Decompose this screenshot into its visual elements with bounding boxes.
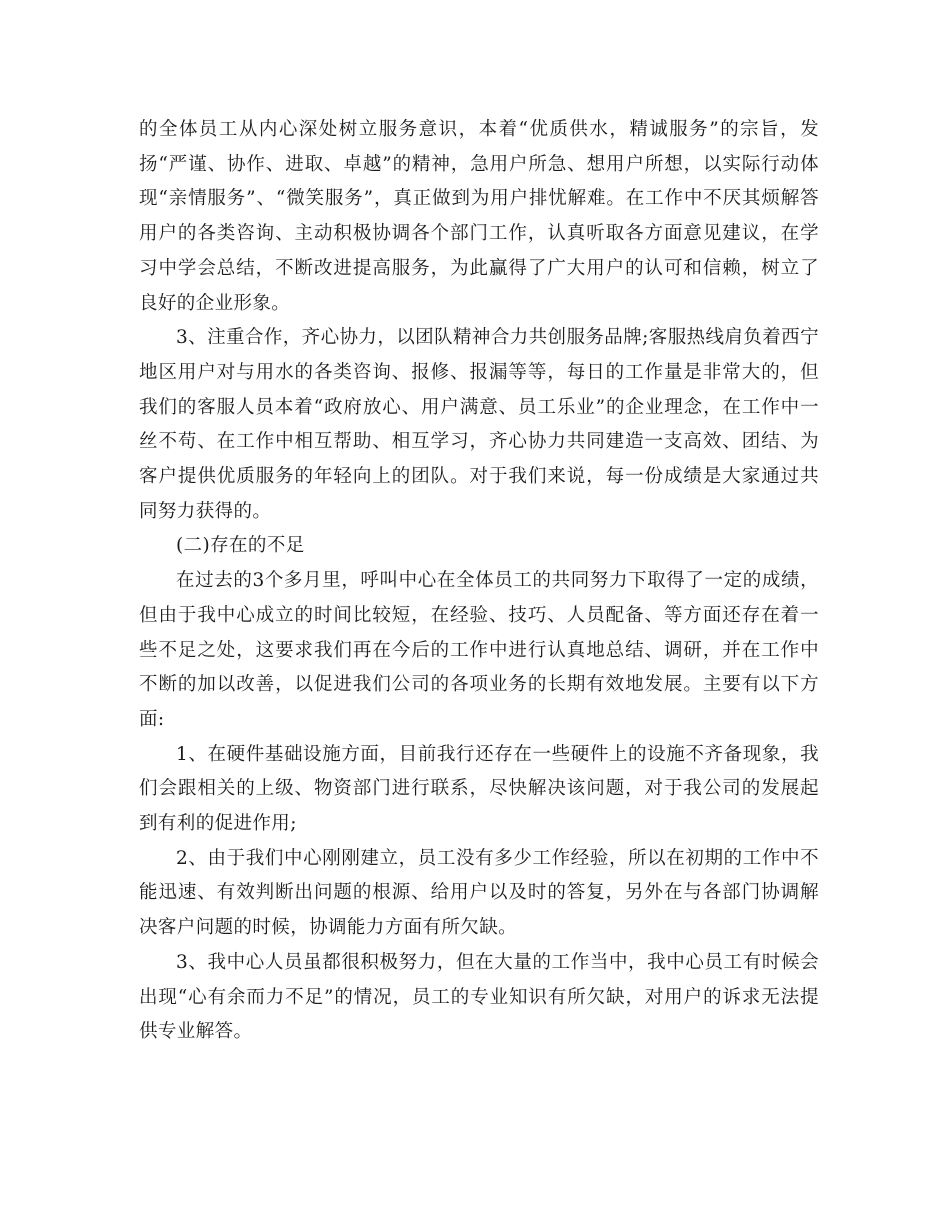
paragraph-teamwork: 3、注重合作，齐心协力，以团队精神合力共创服务品牌;客服热线肩负着西宁地区用户对与用水的各类咨询、报修、报漏等等，每日的工作量是非常大的，但我们的客服人员本着“政府放心、用户满意、员工乐业”的企业理念，在工作中一丝不苟、在工作中相互帮助、相互学习，齐心协力共同建造一支高效、团结、为客户提供优质服务的年轻向上的团队。对于我们来说，每一份成绩是大家通过共同努力获得的。	[139, 327, 819, 522]
paragraph-experience: 2、由于我们中心刚刚建立，员工没有多少工作经验，所以在初期的工作中不能迅速、有效判断出问题的根源、给用户以及时的答复，另外在与各部门协调解决客户问题的时候，协调能力方面有所欠缺。	[139, 847, 819, 939]
paragraph-hardware: 1、在硬件基础设施方面，目前我行还存在一些硬件上的设施不齐备现象，我们会跟相关的上级、物资部门进行联系，尽快解决该问题，对于我公司的发展起到有利的促进作用;	[139, 743, 819, 835]
paragraph-past-three-months: 在过去的3个多月里，呼叫中心在全体员工的共同努力下取得了一定的成绩，但由于我中心成立的时间比较短，在经验、技巧、人员配备、等方面还存在着一些不足之处，这要求我们再在今后的工作中进行认真地总结、调研，并在工作中不断的加以改善，以促进我们公司的各项业务的长期有效地发展。主要有以下方面:	[139, 570, 819, 730]
section-heading-shortcomings: (二)存在的不足	[176, 535, 305, 557]
paragraph-professional-knowledge: 3、我中心人员虽都很积极努力，但在大量的工作当中，我中心员工有时候会出现“心有余而力不足”的情况，员工的专业知识有所欠缺，对用户的诉求无法提供专业解答。	[139, 951, 819, 1043]
body-text	[139, 113, 819, 1050]
paragraph-service-awareness: 的全体员工从内心深处树立服务意识，本着“优质供水，精诚服务”的宗旨，发扬“严谨、协作、进取、卓越”的精神，急用户所急、想用户所想，以实际行动体现“亲情服务”、“微笑服务”，真正做到为用户排忧解难。在工作中不厌其烦解答用户的各类咨询、主动积极协调各个部门工作，认真听取各方面意见建议，在学习中学会总结，不断改进提高服务，为此赢得了广大用户的认可和信赖，树立了良好的企业形象。	[139, 119, 819, 314]
